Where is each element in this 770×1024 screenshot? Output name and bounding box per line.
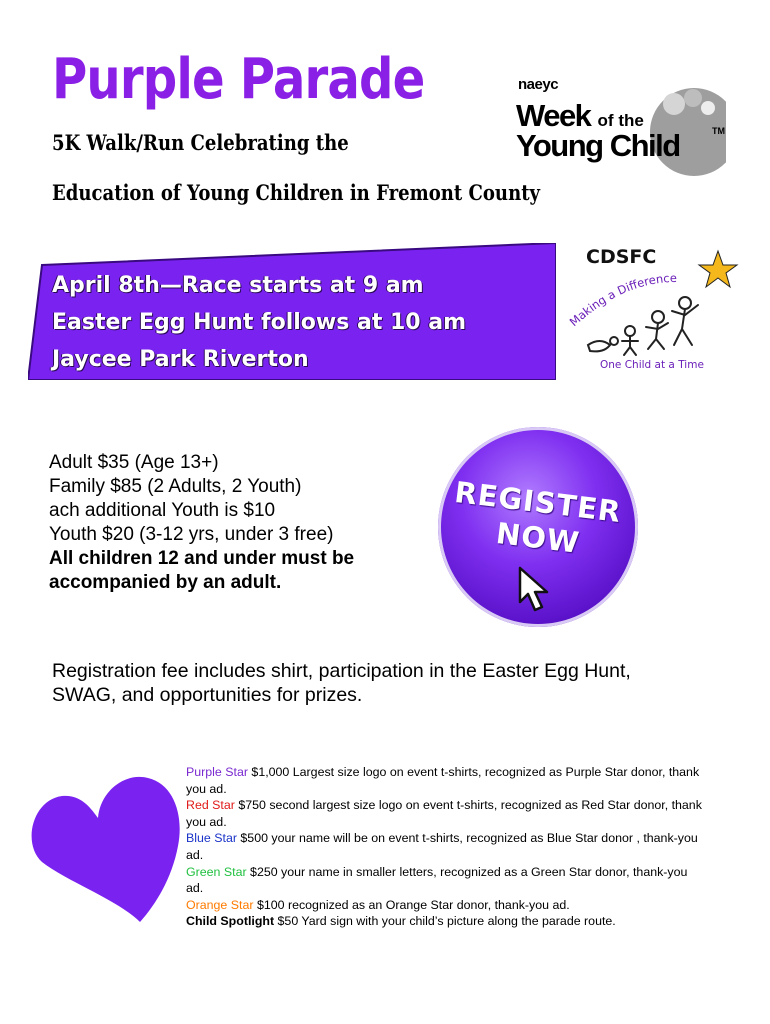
event-banner xyxy=(28,243,556,380)
pricing-list xyxy=(49,451,354,595)
sponsor-description: $250 your name in smaller letters, recognized as a Green Star donor, thank-you ad. xyxy=(186,864,688,896)
banner-line-date: April 8th—Race starts at 9 am xyxy=(52,273,424,298)
sponsor-description: $500 your name will be on event t-shirts, recognized as Blue Star donor , thank-you ad. xyxy=(186,831,698,862)
sponsor-description: $50 Yard sign with your child’s picture along the parade route. xyxy=(274,914,616,929)
sponsor-tier: Red Star xyxy=(186,798,235,813)
cdsfc-arc-text: Making a Difference xyxy=(566,270,678,330)
cursor-arrow-icon xyxy=(516,566,556,614)
cdsfc-tagline: One Child at a Time xyxy=(600,359,704,371)
supervision-note-2: accompanied by an adult. xyxy=(49,572,282,593)
woyc-trademark: TM xyxy=(712,126,725,136)
subtitle-line-1: 5K Walk/Run Celebrating the xyxy=(52,130,349,155)
sponsor-orange-star xyxy=(186,897,706,914)
sponsor-red-star xyxy=(186,797,706,830)
week-of-the-young-child-logo xyxy=(516,76,726,186)
supervision-note-1: All children 12 and under must be xyxy=(49,548,355,569)
sponsor-tier: Green Star xyxy=(186,864,247,879)
sponsor-description: $750 second largest size logo on event t-shirts, recognized as Red Star donor, thank you ad. xyxy=(186,798,702,829)
sponsor-green-star xyxy=(186,864,706,897)
now-label: NOW xyxy=(494,516,582,560)
sponsor-purple-star xyxy=(186,764,706,797)
price-adult: Adult $35 (Age 13+) xyxy=(49,452,219,473)
woyc-young-child: Young Child xyxy=(516,128,680,163)
banner-line-location: Jaycee Park Riverton xyxy=(52,347,309,372)
price-additional-youth: ach additional Youth is $10 xyxy=(49,500,276,521)
banner-line-egg-hunt: Easter Egg Hunt follows at 10 am xyxy=(52,310,467,335)
sponsor-tier: Blue Star xyxy=(186,831,237,846)
sponsor-tier: Orange Star xyxy=(186,897,254,912)
woyc-of-the: of the xyxy=(597,111,644,130)
woyc-week: Week xyxy=(516,98,591,133)
page-title: Purple Parade xyxy=(52,47,425,112)
sponsor-blue-star xyxy=(186,830,706,863)
price-youth: Youth $20 (3-12 yrs, under 3 free) xyxy=(49,524,334,545)
sponsorship-levels xyxy=(186,764,706,930)
sponsor-description: $1,000 Largest size logo on event t-shirts, recognized as Purple Star donor, thank you ad. xyxy=(186,765,700,796)
sponsor-description: $100 recognized as an Orange Star donor, thank-you ad. xyxy=(253,897,570,912)
subtitle-line-2: Education of Young Children in Fremont County xyxy=(52,180,541,205)
cdsfc-name: CDSFC xyxy=(586,246,657,268)
registration-fee-note: Registration fee includes shirt, participation in the Easter Egg Hunt, SWAG, and opportunities for prizes. xyxy=(52,660,631,706)
price-family: Family $85 (2 Adults, 2 Youth) xyxy=(49,476,302,497)
heart-icon xyxy=(28,770,184,924)
sponsor-tier: Child Spotlight xyxy=(186,914,275,929)
naeyc-wordmark: naeyc xyxy=(518,76,559,93)
sponsor-child-spotlight xyxy=(186,913,706,930)
register-label: REGISTER xyxy=(452,474,624,530)
star-icon xyxy=(699,251,737,287)
sponsor-tier: Purple Star xyxy=(186,765,248,779)
